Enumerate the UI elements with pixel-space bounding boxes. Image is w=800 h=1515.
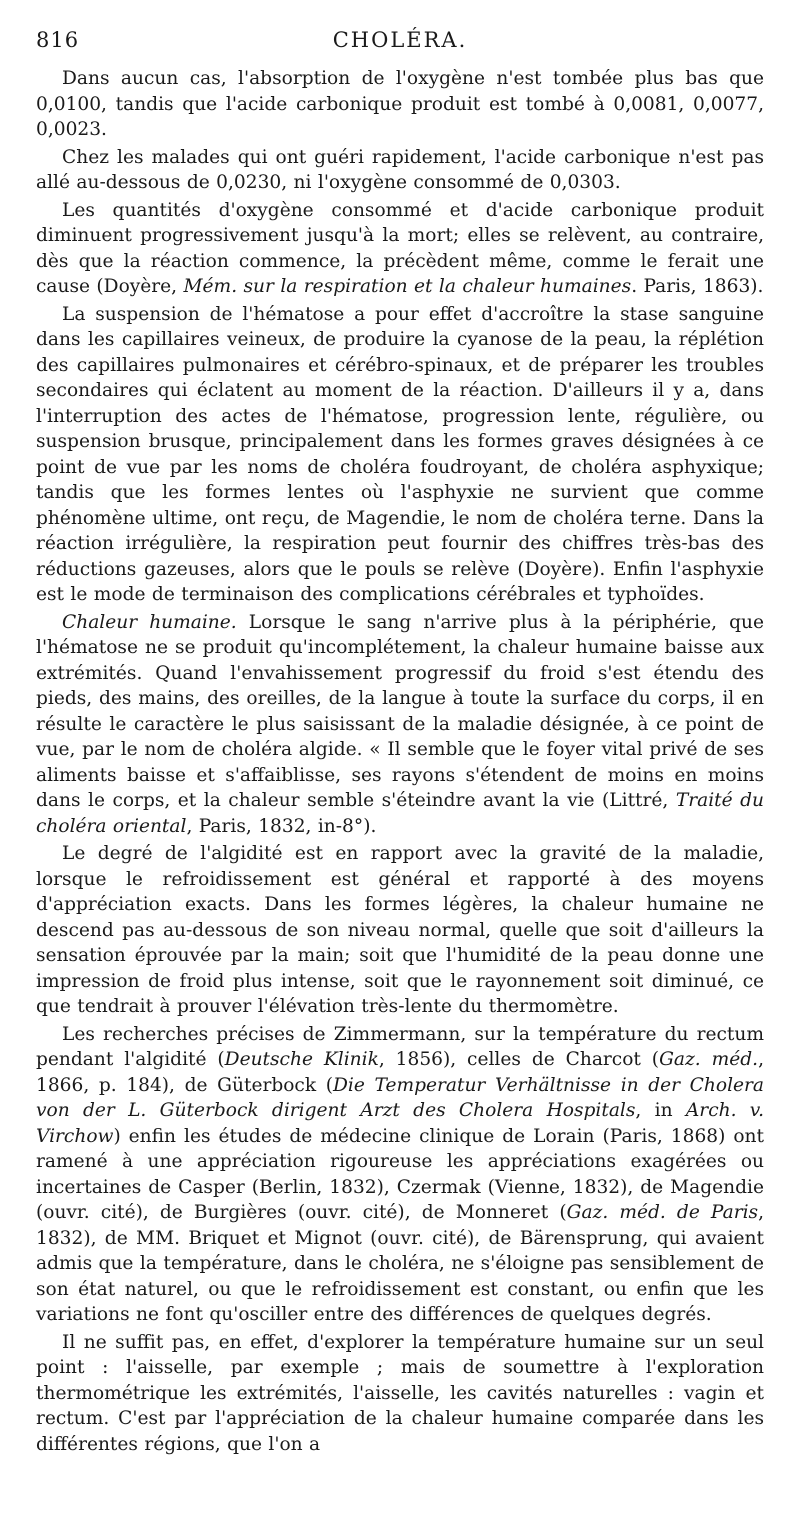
- paragraph: [36, 1022, 764, 1328]
- page-number: 816: [36, 28, 80, 52]
- paragraph: [36, 145, 764, 196]
- italic-text: Chaleur humaine.: [62, 611, 237, 633]
- paragraph: [36, 841, 764, 1020]
- italic-text: Die Temperatur Verhältnisse in der Cholera von der L. Güterbock dirigent Arzt des Cholera Hospitals: [36, 1074, 764, 1121]
- text-run: ) enfin les études de médecine clinique de Lorain (Paris, 1868) ont ramené à une appréciation rigoureuse les appréciations exagérées ou incertaines de Casper (Berlin, 1832), Czermak (Vienne, 1832), de Magendie (ouvr. cité), de Burgières (ouvr. cité), de Monneret (: [36, 1125, 764, 1223]
- text-run: . Paris, 1863).: [631, 276, 764, 297]
- italic-text: Mém. sur la respiration et la chaleur humaines: [183, 276, 632, 297]
- text-run: , 1832), de MM. Briquet et Mignot (ouvr. cité), de Bärensprung, qui avaient admis que la température, dans le choléra, ne s'éloigne pas sensiblement de son état naturel, ou que le refroidissement est constant, ou enfin que les variations ne font qu'osciller entre des différences de quelques degrés.: [36, 1202, 764, 1325]
- text-run: Les quantités d'oxygène consommé et d'acide carbonique produit diminuent progressivement jusqu'à la mort; elles se relèvent, au contraire, dès que la réaction commence, la précèdent même, comme le ferait une cause (Doyère,: [36, 199, 764, 297]
- running-title: CHOLÉRA.: [332, 28, 468, 52]
- text-run: Les recherches précises de Zimmermann, sur la température du rectum pendant l'algidité (: [36, 1023, 764, 1070]
- text-run: , in: [635, 1100, 686, 1121]
- italic-text: Deutsche Klinik: [224, 1049, 379, 1070]
- text-run: , Paris, 1832, in-8°).: [186, 815, 377, 837]
- text-run: Chez les malades qui ont guéri rapidement, l'acide carbonique n'est pas allé au-dessous de 0,0230, ni l'oxygène consommé de 0,0303.: [36, 146, 764, 193]
- text-run: Il ne suffit pas, en effet, d'explorer la température humaine sur un seul point : l'aisselle, par exemple ; mais de soumettre à l'exploration thermométrique les extrémités, l'aisselle, les cavités naturelles : vagin et rectum. C'est par l'appréciation de la chaleur humaine comparée dans les différentes régions, que l'on a: [36, 1331, 764, 1455]
- italic-text: Traité du choléra oriental: [36, 790, 764, 837]
- paragraph: [36, 66, 764, 143]
- italic-text: Gaz. méd.: [659, 1049, 759, 1070]
- italic-text: Gaz. méd. de Paris: [566, 1202, 759, 1223]
- italic-text: Arch. v. Virchow: [36, 1100, 765, 1147]
- text-run: Le degré de l'algidité est en rapport avec la gravité de la maladie, lorsque le refroidissement est général et rapporté à des moyens d'appréciation exacts. Dans les formes légères, la chaleur humaine ne descend pas au-dessous de son niveau normal, quelle que soit d'ailleurs la sensation éprouvée par la main; soit que l'humidité de la peau donne une impression de froid plus intense, soit que le rayonnement soit diminué, ce que tendrait à prouver l'élévation très-lente du thermomètre.: [36, 843, 764, 1017]
- text-run: Dans aucun cas, l'absorption de l'oxygène n'est tombée plus bas que 0,0100, tandis que l'acide carbonique produit est tombé à 0,0081, 0,0077, 0,0023.: [36, 68, 764, 140]
- text-run: Lorsque le sang n'arrive plus à la périphérie, que l'hématose ne se produit qu'incomplétement, la chaleur humaine baisse aux extrémités. Quand l'envahissement progressif du froid s'est étendu des pieds, des mains, des oreilles, de la langue à toute la surface du corps, il en résulte le caractère le plus saisissant de la maladie désignée, à ce point de vue, par le nom de choléra algide. « Il semble que le foyer vital privé de ses aliments baisse et s'affaiblisse, ses rayons s'étendent de moins en moins dans le corps, et la chaleur semble s'éteindre avant la vie (Littré,: [36, 611, 764, 811]
- text-run: La suspension de l'hématose a pour effet d'accroître la stase sanguine dans les capillaires veineux, de produire la cyanose de la peau, la réplétion des capillaires pulmonaires et cérébro-spinaux, et de préparer les troubles secondaires qui éclatent au moment de la réaction. D'ailleurs il y a, dans l'interruption des actes de l'hématose, progression lente, régulière, ou suspension brusque, principalement dans les formes graves désignées à ce point de vue par les noms de choléra foudroyant, de choléra asphyxique; tandis que les formes lentes où l'asphyxie ne survient que comme phénomène ultime, ont reçu, de Magendie, le nom de choléra terne. Dans la réaction irrégulière, la respiration peut fournir des chiffres très-bas des réductions gazeuses, alors que le pouls se relève (Doyère). Enfin l'asphyxie est le mode de terminaison des complications cérébrales et typhoïdes.: [36, 303, 764, 605]
- page-header: [36, 28, 764, 56]
- paragraph: [36, 302, 764, 608]
- paragraph: [36, 198, 764, 300]
- paragraph: [36, 610, 764, 840]
- text-run: , 1856), celles de Charcot (: [378, 1049, 660, 1070]
- body-text: [36, 66, 764, 1459]
- paragraph: [36, 1330, 764, 1458]
- text-run: , 1866, p. 184), de Güterbock (: [36, 1049, 764, 1096]
